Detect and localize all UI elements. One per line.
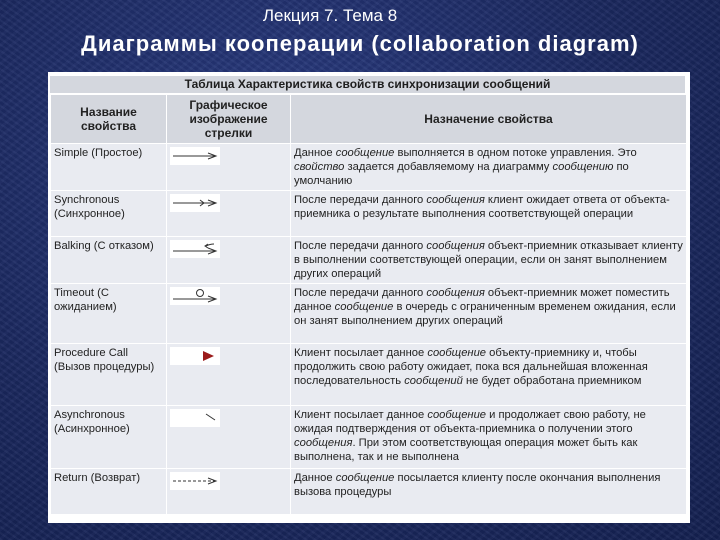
purpose-text: и продолжает свою работу, не ожидая подтверждения от объекта-приемника о получении этого <box>294 409 646 435</box>
property-name: Timeout (С ожиданием) <box>51 284 166 343</box>
column-header-purpose: Назначение свойства <box>291 95 686 143</box>
purpose-text: Клиент посылает данное <box>294 347 428 359</box>
purpose-text: Данное <box>294 472 336 484</box>
return-arrow-icon <box>170 472 220 490</box>
table-row <box>51 344 686 405</box>
property-name: Asynchronous (Асинхронное) <box>51 406 166 468</box>
procedure-call-arrow-icon <box>170 347 220 365</box>
asynchronous-arrow-icon <box>170 409 220 427</box>
purpose-text: посылается клиенту после окончания выполнения вызова процедуры <box>294 472 661 498</box>
property-name: Simple (Простое) <box>51 144 166 190</box>
purpose-text: объект-приемник может поместить данное <box>294 287 670 313</box>
arrow-graphic-cell <box>167 469 290 514</box>
purpose-term: сообщение <box>335 147 395 159</box>
property-purpose <box>291 191 686 236</box>
purpose-text: . При этом соответствующая операция может быть как выполнена, так и не выполнена <box>294 437 638 463</box>
arrow-graphic-cell <box>167 237 290 283</box>
purpose-term: сообщений <box>404 375 463 387</box>
purpose-text: выполняется в одном потоке управления. Это <box>394 147 637 159</box>
purpose-term: сообщения <box>294 437 353 449</box>
arrow-graphic-cell <box>167 284 290 343</box>
purpose-term: сообщение <box>334 301 394 313</box>
purpose-text: не будет обработана приемником <box>462 375 642 387</box>
slide-subtitle: Лекция 7. Тема 8 <box>262 6 398 25</box>
purpose-text: объекту-приемнику и, чтобы продолжить свою работу ожидает, пока вся дальнейшая вложенная последовательность <box>294 347 648 387</box>
table-row <box>51 284 686 343</box>
table-header-row <box>51 95 686 143</box>
purpose-term: свойство <box>294 161 345 173</box>
purpose-text: Клиент посылает данное <box>294 409 428 421</box>
column-header-name: Название свойства <box>51 95 166 143</box>
timeout-arrow-icon <box>170 287 220 305</box>
arrow-graphic-cell <box>167 344 290 405</box>
purpose-term: сообщения <box>426 194 485 206</box>
purpose-text: задается добавляемому на диаграмму <box>344 161 553 173</box>
purpose-text: в очередь с ограниченным временем ожидания, если он занят выполнением других операций <box>294 301 676 327</box>
synchronous-arrow-icon <box>170 194 220 212</box>
table-row <box>51 406 686 468</box>
arrow-graphic-cell <box>167 144 290 190</box>
property-purpose <box>291 469 686 514</box>
table-row <box>51 191 686 236</box>
property-purpose <box>291 237 686 283</box>
purpose-text: После передачи данного <box>294 194 427 206</box>
property-name: Procedure Call (Вызов процедуры) <box>51 344 166 405</box>
purpose-term: сообщение <box>335 472 395 484</box>
purpose-text: Данное <box>294 147 336 159</box>
properties-table <box>50 94 687 515</box>
arrow-graphic-cell <box>167 406 290 468</box>
property-name: Synchronous (Синхронное) <box>51 191 166 236</box>
purpose-text: После передачи данного <box>294 287 427 299</box>
purpose-text: объект-приемник отказывает клиенту в выполнении соответствующей операции, если он занят выполнением других операций <box>294 240 683 280</box>
table-row <box>51 469 686 514</box>
table-caption: Таблица Характеристика свойств синхронизации сообщений <box>50 76 685 93</box>
purpose-term: сообщение <box>427 347 487 359</box>
property-name: Return (Возврат) <box>51 469 166 514</box>
purpose-text: по умолчанию <box>294 161 629 187</box>
table-panel <box>48 72 690 523</box>
table-row <box>51 144 686 190</box>
purpose-text: клиент ожидает ответа от объекта-приемника о результате выполнения соответствующей операции <box>294 194 670 220</box>
purpose-term: сообщения <box>426 287 485 299</box>
purpose-term: сообщение <box>427 409 487 421</box>
property-purpose <box>291 344 686 405</box>
property-purpose <box>291 144 686 190</box>
column-header-graphic: Графическое изображение стрелки <box>167 95 290 143</box>
purpose-term: сообщения <box>426 240 485 252</box>
slide-title: Диаграммы кооперации (collaboration diagram) <box>81 31 639 56</box>
arrow-graphic-cell <box>167 191 290 236</box>
purpose-text: После передачи данного <box>294 240 427 252</box>
table-row <box>51 237 686 283</box>
balking-arrow-icon <box>170 240 220 258</box>
property-purpose <box>291 406 686 468</box>
purpose-term: сообщению <box>552 161 614 173</box>
property-purpose <box>291 284 686 343</box>
property-name: Balking (С отказом) <box>51 237 166 283</box>
simple-arrow-icon <box>170 147 220 165</box>
